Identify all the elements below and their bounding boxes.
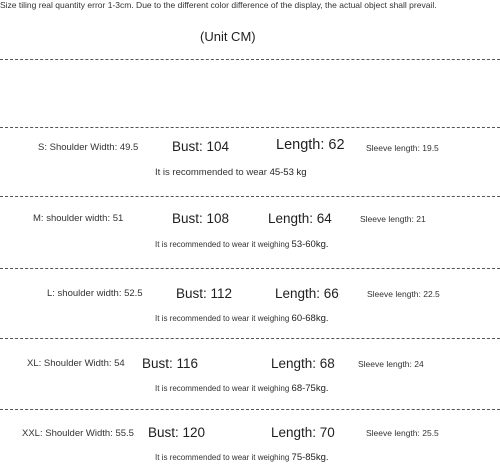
divider: [0, 268, 500, 269]
recommend-text: It is recommended to wear it weighing: [155, 240, 290, 249]
weight-range: 60-68kg.: [291, 313, 329, 324]
divider: [0, 59, 500, 60]
divider: [0, 196, 500, 197]
weight-recommendation: [155, 313, 329, 324]
bust: Bust: 108: [172, 211, 230, 226]
size-note: Size tiling real quantity error 1-3cm. Due to the different color difference of the display, the actual object shall prevail.: [0, 0, 437, 10]
length: Length: 68: [271, 356, 335, 371]
shoulder-width: M: shoulder width: 51: [33, 213, 124, 224]
divider: [0, 409, 500, 410]
weight-range: 68-75kg.: [291, 383, 329, 394]
shoulder-width: S: Shoulder Width: 49.5: [38, 142, 139, 153]
bust: Bust: 120: [148, 425, 206, 440]
weight-recommendation: [155, 452, 329, 463]
sleeve-length: Sleeve length: 21: [360, 214, 426, 224]
weight-range: 45-53 kg: [269, 167, 307, 178]
weight-range: 53-60kg.: [291, 239, 329, 250]
divider: [0, 127, 500, 128]
bust: Bust: 104: [172, 139, 230, 154]
sleeve-length: Sleeve length: 22.5: [367, 289, 440, 299]
unit-label: (Unit CM): [200, 29, 256, 44]
recommend-text: It is recommended to wear: [155, 167, 267, 178]
length: Length: 64: [268, 211, 332, 226]
weight-recommendation: [155, 239, 329, 250]
recommend-text: It is recommended to wear it weighing: [155, 453, 290, 462]
sleeve-length: Sleeve length: 19.5: [366, 143, 439, 153]
shoulder-width: XXL: Shoulder Width: 55.5: [22, 428, 134, 439]
weight-recommendation: [155, 383, 329, 394]
weight-range: 75-85kg.: [291, 452, 329, 463]
divider: [0, 338, 500, 339]
shoulder-width: XL: Shoulder Width: 54: [27, 358, 125, 369]
sleeve-length: Sleeve length: 24: [358, 359, 424, 369]
length: Length: 66: [275, 286, 339, 301]
length: Length: 70: [271, 425, 335, 440]
weight-recommendation: [155, 167, 307, 178]
shoulder-width: L: shoulder width: 52.5: [47, 288, 143, 299]
sleeve-length: Sleeve length: 25.5: [366, 428, 439, 438]
recommend-text: It is recommended to wear it weighing: [155, 314, 290, 323]
recommend-text: It is recommended to wear it weighing: [155, 384, 290, 393]
bust: Bust: 116: [142, 356, 199, 371]
bust: Bust: 112: [176, 286, 233, 301]
length: Length: 62: [276, 137, 345, 153]
